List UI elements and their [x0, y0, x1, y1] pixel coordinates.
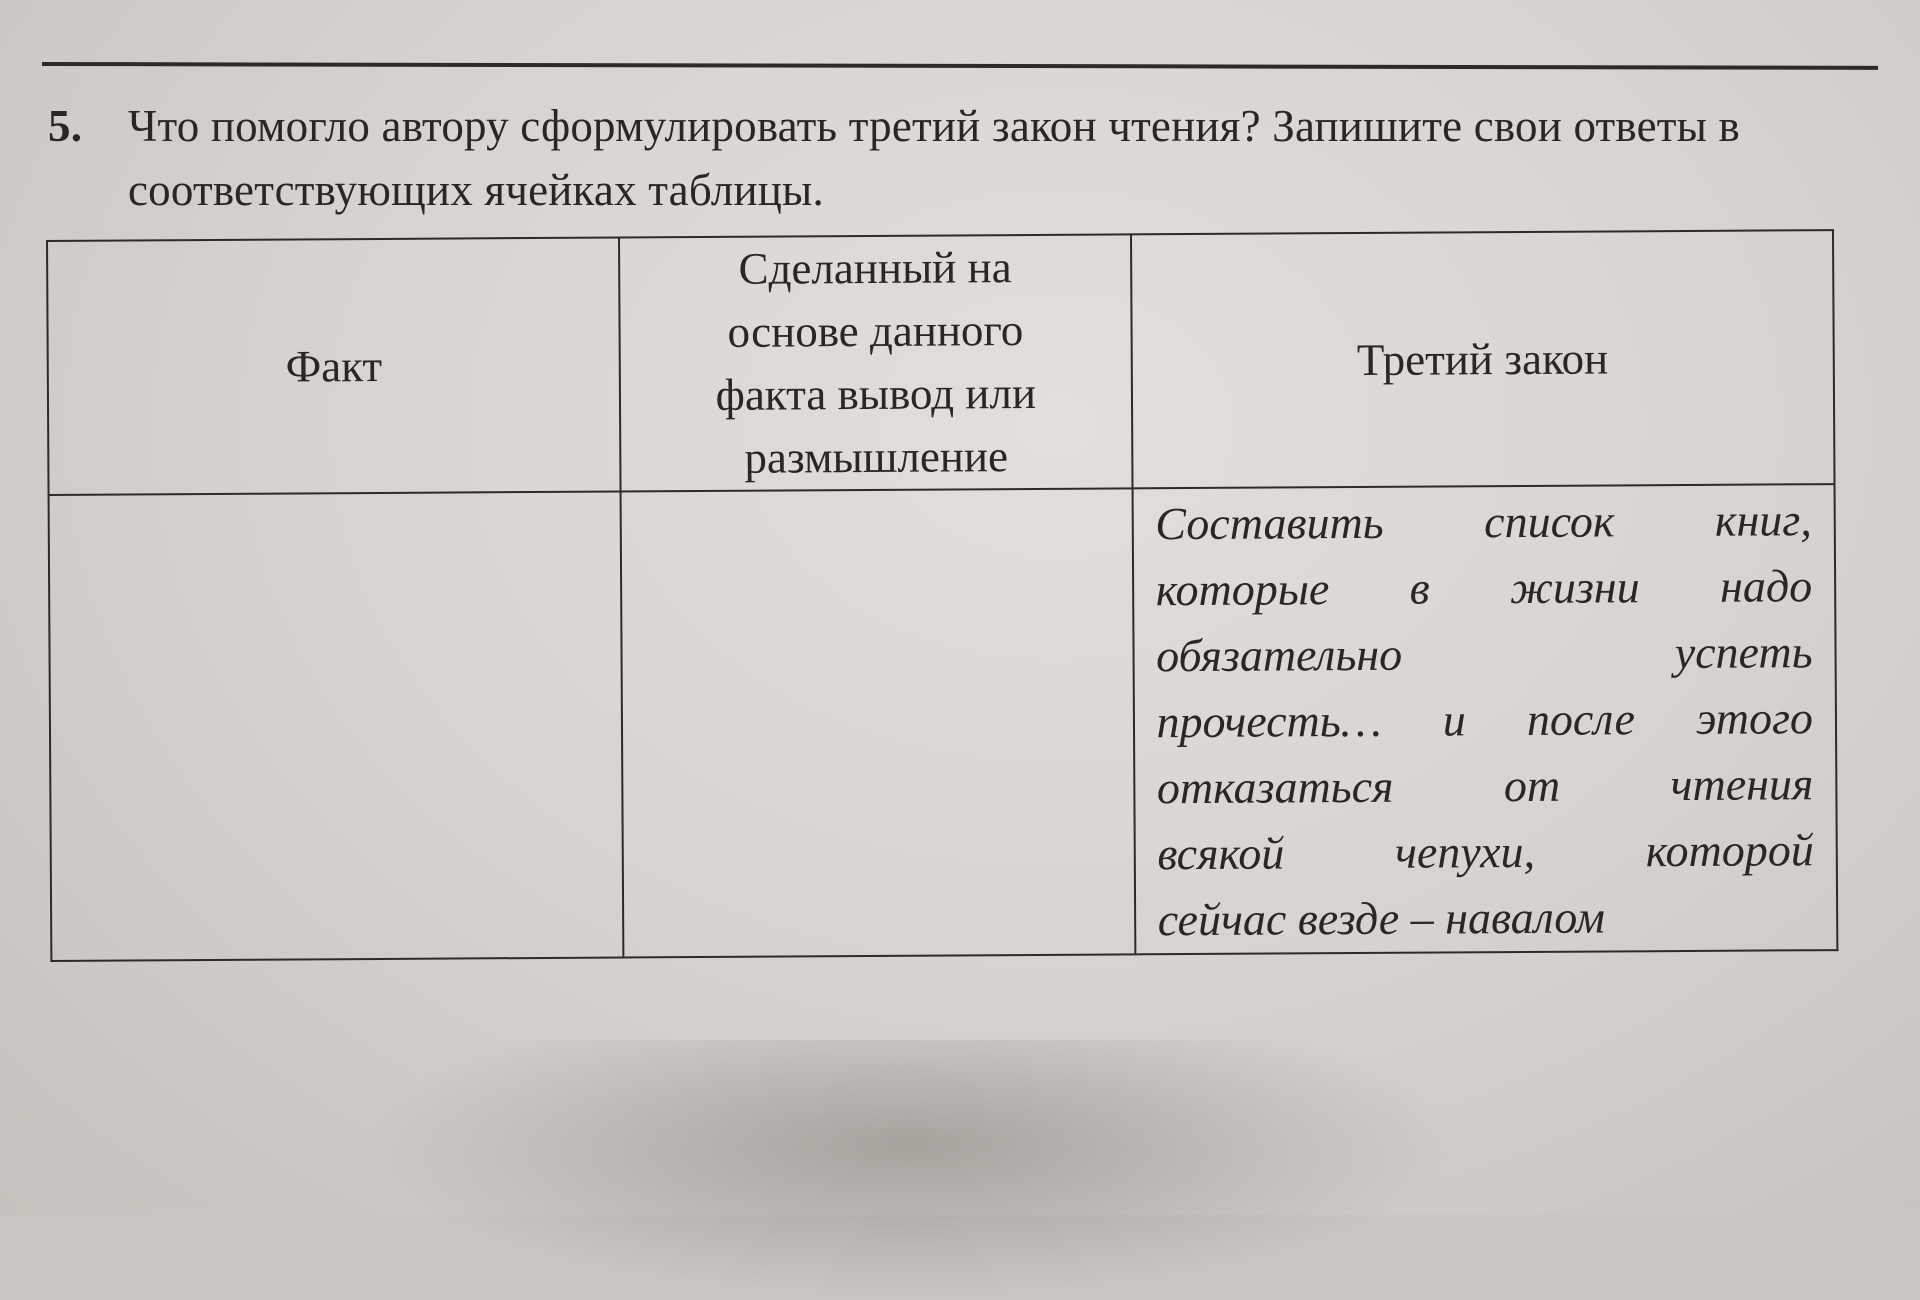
- third-law-line: сейчас везде – навалом: [1157, 891, 1606, 946]
- third-law-line: которые в жизни надо: [1155, 560, 1813, 616]
- third-law-line: обязательно успеть: [1155, 626, 1813, 682]
- header-third-law: Третий закон: [1131, 230, 1835, 488]
- table-row: [49, 484, 1838, 961]
- hand-shadow: [360, 1040, 1460, 1300]
- cell-conclusion[interactable]: [621, 488, 1135, 957]
- header-fact: Факт: [47, 237, 621, 494]
- table-header-row: [47, 230, 1835, 495]
- third-law-line: прочесть… и после этого: [1156, 692, 1814, 748]
- third-law-line: всякой чепухи, которой: [1157, 824, 1814, 880]
- question-number: 5.: [48, 101, 83, 151]
- cell-third-law: [1132, 484, 1837, 954]
- third-law-text: [1133, 485, 1836, 953]
- cell-fact[interactable]: [49, 491, 624, 960]
- question-text: Что помогло автору сформулировать третий закон чтения? Запишите свои ответы в соответствующих ячейках таблицы.: [128, 101, 1740, 215]
- header-conclusion-label: Сделанный на основе данного факта вывод или размышление: [715, 242, 1037, 483]
- answer-table: [46, 229, 1838, 962]
- third-law-line: Составить список книг,: [1155, 494, 1812, 550]
- header-conclusion: [619, 234, 1132, 491]
- third-law-line: отказаться от чтения: [1156, 758, 1814, 814]
